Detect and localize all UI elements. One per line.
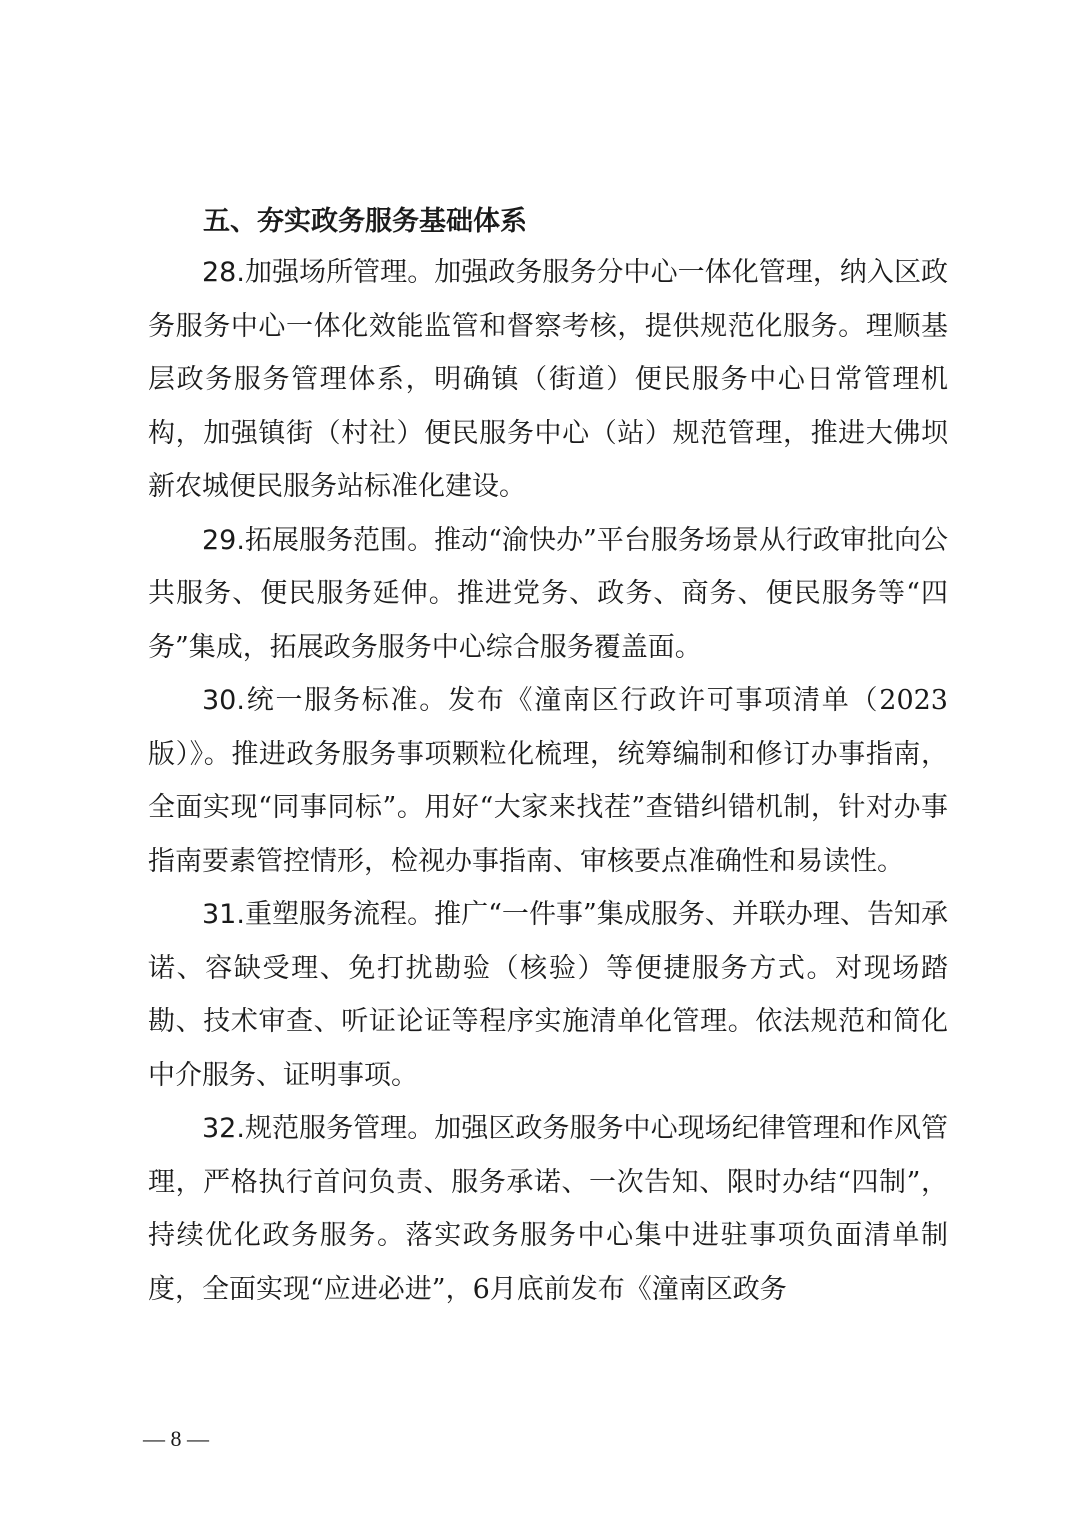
paragraph-lead: 28.加强场所管理 — [202, 257, 408, 288]
paragraph-text: 。推动“渝快办”平台服务场景从行政审批向公共服务、便民服务延伸。推进党务、政务、商务、便民服务等“四务”集成，拓展政务服务中心综合服务覆盖面。 — [148, 524, 948, 663]
paragraph-lead: 32.规范服务管理 — [202, 1113, 408, 1144]
page-number: — 8 — — [143, 1426, 209, 1451]
paragraph-text: 。推广“一件事”集成服务、并联办理、告知承诺、容缺受理、免打扰勘验（核验）等便捷服务方式。对现场踏勘、技术审查、听证论证等程序实施清单化管理。依法规范和简化中介服务、证明事项。 — [148, 899, 948, 1091]
paragraph-28 — [148, 246, 948, 514]
paragraph-29 — [148, 514, 948, 675]
paragraph-lead: 30.统一服务标准 — [202, 685, 420, 716]
paragraph-text: 。发布《潼南区行政许可事项清单（2023版）》。推进政务服务事项颗粒化梳理，统筹编制和修订办事指南，全面实现“同事同标”。用好“大家来找茬”查错纠错机制，针对办事指南要素管控情形，检视办事指南、审核要点准确性和易读性。 — [148, 685, 948, 877]
section-heading: 五、夯实政务服务基础体系 — [203, 206, 527, 237]
paragraph-text: 。加强政务服务分中心一体化管理，纳入区政务服务中心一体化效能监管和督察考核，提供规范化服务。理顺基层政务服务管理体系，明确镇（街道）便民服务中心日常管理机构，加强镇街（村社）便民服务中心（站）规范管理，推进大佛坝新农城便民服务站标准化建设。 — [148, 257, 948, 502]
paragraph-text: 。加强区政务服务中心现场纪律管理和作风管理，严格执行首问负责、服务承诺、一次告知、限时办结“四制”，持续优化政务服务。落实政务服务中心集中进驻事项负面清单制度，全面实现“应进必进”，6月底前发布《潼南区政务 — [148, 1113, 948, 1305]
paragraph-32 — [148, 1102, 948, 1316]
paragraph-lead: 29.拓展服务范围 — [202, 524, 408, 556]
body-text — [148, 246, 948, 1316]
paragraph-30 — [148, 674, 948, 888]
paragraph-31 — [148, 888, 948, 1102]
paragraph-lead: 31.重塑服务流程 — [202, 899, 408, 930]
